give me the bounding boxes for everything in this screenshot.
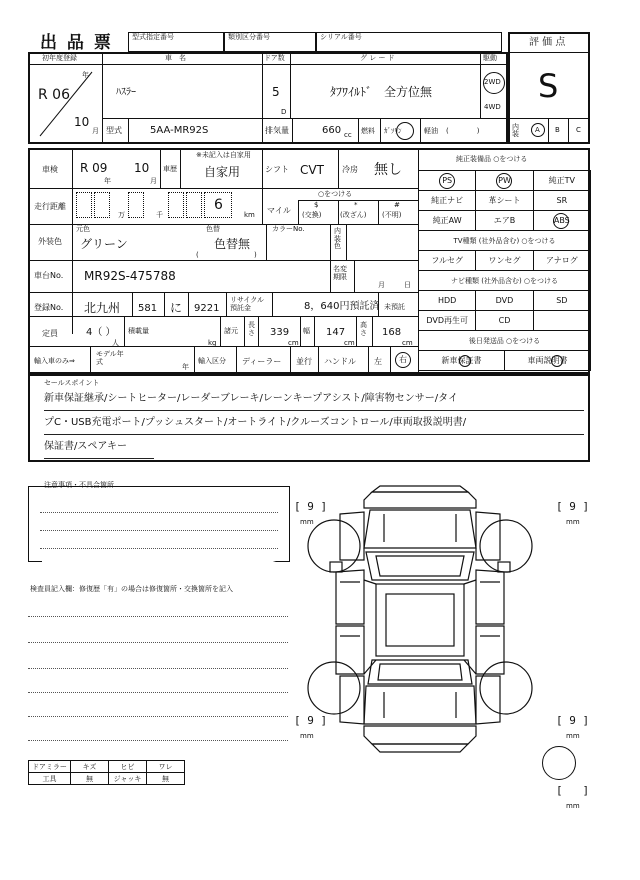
m-row-3 [28, 260, 418, 261]
eq-delivery-row-1: 車両説明書 [504, 350, 591, 371]
m-col-ai [390, 346, 391, 374]
m-row-5 [28, 316, 418, 317]
length-value: 339 [270, 327, 290, 338]
eq-tv-row-1: ワンセグ [475, 250, 533, 271]
ac-value: 無し [374, 162, 402, 178]
m-col-e [338, 148, 339, 188]
unknown-label: (不明) [382, 211, 402, 219]
eq-row2-0: 純正ナビ [418, 190, 476, 211]
mileage-value: 6 [214, 197, 223, 213]
category-label: 類別区分番号 [228, 33, 270, 41]
mileage-digit-2 [94, 192, 110, 218]
eq-delivery-0-circle [459, 355, 471, 367]
mileage-label: 走行距離 [34, 202, 66, 211]
original-color-label: 元色 [76, 225, 90, 233]
m-col-q [188, 292, 189, 316]
top-row-header-line [28, 64, 508, 65]
interior-c: C [576, 126, 581, 134]
interior-col-1 [548, 118, 549, 144]
sales-line-2: プC・USB充電ポート/プッシュスタート/オートライト/クルーズコントロール/車両取扱説明書/ [44, 417, 467, 428]
m-col-b [160, 148, 161, 188]
eq-navi-row1-1: DVD [475, 290, 533, 311]
height-cm: cm [402, 339, 413, 347]
repaint-paren-l: ( [196, 251, 199, 259]
m-col-l [346, 224, 347, 260]
serial-label: シリアル番号 [320, 33, 362, 41]
m-col-ae [236, 346, 237, 374]
dims-label: 諸元 [224, 327, 238, 335]
chassis-label: 車台No. [34, 271, 64, 280]
inspection-era: R 09 [80, 161, 108, 175]
reg-label: 登録No. [34, 303, 64, 312]
repaint-label: 色替 [206, 225, 220, 233]
drive-2wd: 2WD [484, 78, 501, 86]
color-no-label: カラーNo. [272, 225, 305, 233]
eq-delivery-1-circle [551, 355, 563, 367]
eq-row1-0-circle [439, 173, 455, 189]
import-label: 輸入車のみ⇒ [34, 357, 75, 365]
m-col-k [330, 224, 331, 260]
interior-label: 内装 [512, 123, 519, 138]
fuel-col-line-2 [380, 118, 381, 144]
m-col-u [124, 316, 125, 346]
first-reg-label: 初年度登録 [42, 54, 77, 62]
m-col-z [314, 316, 315, 346]
grade-label: グ レ ー ド [360, 54, 395, 62]
length-label: 長さ [248, 321, 255, 337]
name-change-month: 月 [378, 281, 385, 289]
displacement-col-line [262, 118, 263, 144]
legend-body-1: 無 [70, 772, 109, 785]
displacement-col-line-2 [292, 118, 293, 144]
eq-tv-row-2: アナログ [533, 250, 591, 271]
m-col-d [262, 148, 263, 188]
model-col-line [128, 118, 129, 144]
m-col-i [378, 200, 379, 224]
fuel-light-oil: 軽油 [424, 127, 438, 135]
model-row-line [102, 118, 508, 119]
inspector-line-5 [28, 716, 288, 717]
color-value: グリーン [80, 237, 128, 251]
first-reg-era: R 06 [38, 87, 70, 103]
tread-front-left-mm: mm [300, 518, 314, 526]
first-reg-month-suffix: 月 [92, 127, 99, 135]
col-line-3 [290, 52, 291, 118]
m-col-j [266, 224, 267, 260]
history-note: ※未記入は自家用 [196, 151, 251, 159]
tread-rear-right-mm: mm [566, 732, 580, 740]
legend-head-0: ドアミラー [28, 760, 71, 773]
interior-b: B [555, 126, 560, 134]
type-designation-label: 型式指定番号 [132, 33, 174, 41]
eq-navi-row1-0: HDD [418, 290, 476, 311]
fuel-col-line [358, 118, 359, 144]
m-col-af [290, 346, 291, 374]
notes-label: 注意事項・不具合箇所 [44, 481, 114, 489]
reg-kana: に [170, 301, 183, 315]
handle-left: 左 [374, 357, 382, 366]
repaint-paren-r: ) [254, 251, 257, 259]
tread-spare: [ ] [556, 784, 590, 797]
displacement-unit: cc [344, 131, 352, 139]
mileage-man: 万 [118, 211, 125, 219]
m-col-y [300, 316, 301, 346]
m-col-c [180, 148, 181, 188]
sheet-title: 出 品 票 [40, 33, 113, 53]
tampered-sym: * [354, 201, 358, 209]
eq-row1-1-circle [496, 173, 512, 189]
eq-row1-0: PS [418, 170, 476, 191]
interior-a: A [535, 126, 540, 134]
m-col-a [72, 148, 73, 334]
displacement-value: 660 [322, 125, 342, 136]
drive-4wd: 4WD [484, 103, 501, 111]
m-col-h [338, 200, 339, 224]
eq-row3-1: エアB [475, 210, 533, 231]
capacity-value: 4（ ） [86, 327, 116, 338]
score-label: 評 価 点 [529, 37, 566, 48]
eq-navi-row1-2: SD [533, 290, 591, 311]
tread-rear-left: [ 9 ] [294, 714, 328, 727]
inspector-line-6 [28, 740, 288, 741]
eq-row2-2: SR [533, 190, 591, 211]
first-reg-year-suffix: 年 [82, 71, 89, 79]
legend-body-2: ジャッキ [108, 772, 147, 785]
tread-rear-right-value: 9 [569, 714, 576, 727]
chassis-value: MR92S-475788 [84, 269, 176, 283]
shift-value: CVT [300, 163, 324, 177]
m-row-4 [28, 292, 418, 293]
interior-col-2 [568, 118, 569, 144]
first-reg-month: 10 [74, 115, 90, 129]
height-label: 高さ [360, 321, 367, 337]
m-col-m [330, 260, 331, 292]
tread-front-right: [ 9 ] [556, 500, 590, 513]
m-col-p [164, 292, 165, 316]
inspector-line-2 [28, 642, 288, 643]
tread-rear-left-mm: mm [300, 732, 314, 740]
shift-label: シフト [265, 165, 289, 174]
grade-value: ﾀﾌﾜｲﾙﾄﾞ 全方位無 [330, 85, 433, 99]
capacity-unit: 人 [112, 339, 119, 347]
drive-label: 駆動 [483, 54, 497, 62]
tread-front-left-value: 9 [307, 500, 314, 513]
fuel-label: 燃料 [361, 127, 375, 135]
handle-right: 右 [399, 355, 407, 364]
eq-tv-title: TV種類 (社外品含む) ○をつける [418, 230, 591, 251]
tampered-label: (改ざん) [340, 211, 367, 219]
recycle-unpaid: 未預託 [384, 303, 405, 311]
m-col-r [226, 292, 227, 316]
eq-row3-2: ABS [533, 210, 591, 231]
notes-line-2 [40, 530, 278, 531]
eq-navi-row2-0: DVD再生可 [418, 310, 476, 331]
m-col-ab [372, 316, 373, 346]
m-col-ad [194, 346, 195, 374]
parallel-label: 並行 [296, 357, 312, 366]
m-col-n [354, 260, 355, 292]
mile-label: マイル [267, 206, 291, 215]
mileage-digit-1 [76, 192, 92, 218]
load-label: 積載量 [128, 327, 149, 335]
sales-underline-1 [44, 410, 584, 411]
eq-row3-0: 純正AW [418, 210, 476, 231]
displacement-label: 排気量 [265, 126, 289, 135]
ac-label: 冷房 [342, 165, 358, 174]
m-col-ag [318, 346, 319, 374]
eq-delivery-row-0: 新車保証書 [418, 350, 505, 371]
m-col-ac [90, 346, 91, 374]
inspection-month-suffix: 月 [150, 177, 157, 185]
eq-row1-1: PW [475, 170, 533, 191]
car-name-label: 車 名 [165, 54, 186, 62]
col-line-4 [480, 52, 481, 118]
doors-value: 5 [272, 85, 280, 99]
reg-region: 北九州 [84, 301, 121, 315]
legend-body-0: 工具 [28, 772, 71, 785]
eq-navi-row2-1: CD [475, 310, 533, 331]
history-label: 車歴 [163, 165, 177, 173]
m-col-g [298, 200, 299, 224]
fuel-gasoline: ｶﾞｿﾘﾝ [384, 127, 402, 135]
reg-number: 9221 [194, 303, 220, 314]
import-type-label: 輸入区分 [198, 357, 226, 365]
repaint-value: 色替無 [214, 237, 251, 251]
inspector-label: 検査員記入欄：修復歴「有」の場合は修復箇所・交換箇所を記入 [30, 585, 233, 593]
car-name-value: ﾊｽﾗｰ [116, 87, 136, 98]
eq-tv-row-0: フルセグ [418, 250, 476, 271]
model-year-suffix: 年 [182, 363, 189, 371]
sales-point-label: セールスポイント [44, 379, 100, 387]
height-value: 168 [382, 327, 402, 338]
m-col-v [220, 316, 221, 346]
notes-line-3 [40, 548, 278, 549]
eq-navi-row2-2 [533, 310, 591, 331]
eq-navi-title: ナビ種類 (社外品含む) ○をつける [418, 270, 591, 291]
inspection-month: 10 [134, 161, 150, 175]
eq-row2-1: 革シート [475, 190, 533, 211]
inspector-line-3 [28, 668, 288, 669]
sales-underline-3 [44, 458, 154, 459]
m-col-x [258, 316, 259, 346]
spare-tire [542, 746, 576, 780]
tread-rear-right: [ 9 ] [556, 714, 590, 727]
m-col-t [378, 292, 379, 316]
tread-rear-left-value: 9 [307, 714, 314, 727]
legend-head-1: キズ [70, 760, 109, 773]
doors-d: D [281, 108, 287, 116]
score-value: S [538, 67, 559, 105]
exchange-sym: $ [314, 201, 319, 209]
tread-front-left: [ 9 ] [294, 500, 328, 513]
length-cm: cm [288, 339, 299, 347]
sales-line-1: 新車保証継承/シートヒーター/レーダーブレーキ/レーンキープアシスト/障害物センサー/タイ [44, 393, 458, 404]
eq-row1-2: 純正TV [533, 170, 591, 191]
legend-head-3: ワレ [146, 760, 185, 773]
history-value: 自家用 [204, 165, 241, 179]
col-line-1 [102, 52, 103, 144]
m-col-ah [368, 346, 369, 374]
recycle-label: リサイクル預託金 [230, 296, 265, 313]
recycle-value: 8，640円預託済 [304, 301, 380, 312]
width-value: 147 [326, 327, 346, 338]
handle-label: ハンドル [324, 357, 356, 366]
notes-line-1 [40, 512, 278, 513]
inspector-line-4 [28, 692, 288, 693]
m-col-s [272, 292, 273, 316]
model-label: 型式 [106, 126, 122, 135]
score-divider [508, 52, 590, 53]
car-body-diagram [300, 478, 540, 770]
model-value: 5AA-MR92S [150, 125, 209, 136]
eq-delivery-title: 後日発送品 ○をつける [418, 330, 591, 351]
mileage-km: km [244, 211, 255, 219]
mileage-digit-5 [186, 192, 202, 218]
width-label: 幅 [303, 327, 310, 335]
tread-spare-mm: mm [566, 802, 580, 810]
col-line-2 [262, 52, 263, 118]
name-change-day: 日 [404, 281, 411, 289]
sales-underline-2 [44, 434, 584, 435]
fuel-col-line-3 [420, 118, 421, 144]
m-col-f [262, 188, 263, 224]
inspector-line-1 [28, 616, 288, 617]
m-row-1 [28, 188, 418, 189]
m-row-6 [28, 346, 418, 347]
legend-head-2: ヒビ [108, 760, 147, 773]
tread-front-right-mm: mm [566, 518, 580, 526]
legend-body-3: 無 [146, 772, 185, 785]
inspection-label: 車検 [42, 165, 58, 174]
unknown-sym: # [394, 201, 400, 209]
interior-color-label: 内装色 [334, 227, 341, 251]
name-change-label: 名変期限 [333, 265, 347, 282]
mileage-note: ○をつける [318, 190, 353, 198]
m-col-w [244, 316, 245, 346]
exchange-label: (交換) [302, 211, 322, 219]
reg-class: 581 [138, 303, 158, 314]
fuel-paren: ( ) [446, 127, 480, 135]
capacity-label: 定員 [42, 329, 58, 338]
genuine-title: 純正装備品 ○をつける [456, 155, 528, 163]
width-cm: cm [344, 339, 355, 347]
tread-front-right-value: 9 [569, 500, 576, 513]
import-type-value: ディーラー [242, 357, 282, 366]
exterior-label: 外装色 [38, 237, 62, 246]
load-unit: kg [208, 339, 217, 347]
doors-label: ドア数 [264, 54, 285, 62]
m-col-aa [356, 316, 357, 346]
mileage-digit-3 [128, 192, 144, 218]
notes-bracket [28, 486, 290, 562]
mileage-sen: 千 [156, 211, 163, 219]
inspection-year-suffix: 年 [104, 177, 111, 185]
model-year-label: モデル年式 [96, 350, 124, 367]
m-col-o [132, 292, 133, 316]
sales-line-3: 保証書/スペアキー [44, 441, 127, 452]
mileage-digit-4 [168, 192, 184, 218]
